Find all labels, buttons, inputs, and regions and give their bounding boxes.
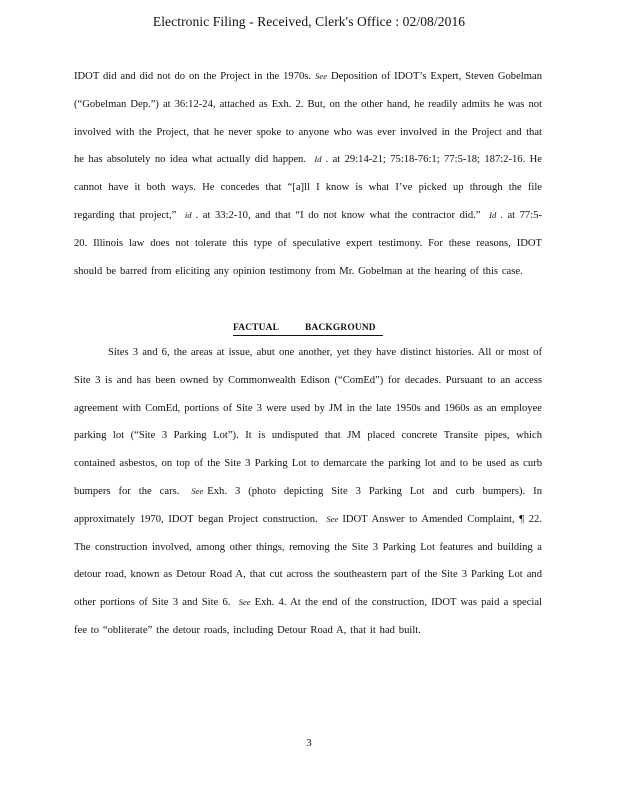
citation-signal: Id [314,154,322,165]
section-heading [233,322,383,336]
citation-signal: See [238,597,251,608]
citation-signal: Id [489,209,497,220]
text-run: . at 29:14-21; 75:18-76:1; 77:5-18; 187:2-16. He cannot have it both ways. He concedes that “[a]ll I know is what I’ve picked up through the file regarding that project,” [74,154,542,221]
citation-signal: See [315,71,328,81]
text-run: . at 33:2-10, and that “I do not know what the contractor did.” [195,209,481,221]
text-run: IDOT Answer to Amended Complaint, ¶ 22. The construction involved, among other things, removing the Site 3 Parking Lot features and building a detour road, known as Detour Road A, that cut across the southeastern part of the Site 3 Parking Lot and other portions of Site 3 and Site 6. [74,513,542,609]
text-run: . at 77:5-20. Illinois law does not tolerate this type of speculative expert testimony. For these reasons, IDOT should be barred from eliciting any opinion testimony from Mr. Gobelman at the hearing of this case. [74,209,543,277]
text-run: Exh. 3 (photo depicting Site 3 Parking Lot and curb bumpers). In approximately 1970, IDOT began Project construction. [74,485,542,525]
citation-signal: See [191,485,204,496]
text-run: Deposition of IDOT’s Expert, Steven Gobelman (“Gobelman Dep.”) at 36:12-24, attached as Exh. 2. But, on the other hand, he readily admits he was not involved with the Project, that he never spoke to anyone who was ever involved in the Project and that he has absolutely no idea what actually did happen. [74,71,542,166]
heading-word: FACTUAL [233,323,280,333]
citation-signal: See [326,513,339,524]
heading-word: BACKGROUND [305,323,376,333]
citation-signal: id [184,209,192,220]
paragraph-expert-testimony [74,63,542,285]
text-run: Exh. 4. At the end of the construction, IDOT was paid a special fee to “obliterate” the detour roads, including Detour Road A, that it had built. [74,597,542,636]
page-number: 3 [306,737,312,749]
text-run: IDOT did and did not do on the Project in the 1970s. [74,71,312,82]
filing-header: Electronic Filing - Received, Clerk's Office : 02/08/2016 [152,14,466,29]
paragraph-factual-background [74,339,542,645]
text-run: Sites 3 and 6, the areas at issue, abut one another, yet they have distinct histories. All or most of Site 3 is and has been owned by Commonwealth Edison (“ComEd”) for decades. Pursuant to an access agreement with ComEd, portions of Site 3 were used by JM in the late 1950s and 1960s as an employee parking lot (“Site 3 Parking Lot”). It is undisputed that JM placed concrete Transite pipes, which contained asbestos, on top of the Site 3 Parking Lot to demarcate the parking lot and to be used as curb bumpers for the cars. [74,347,542,497]
